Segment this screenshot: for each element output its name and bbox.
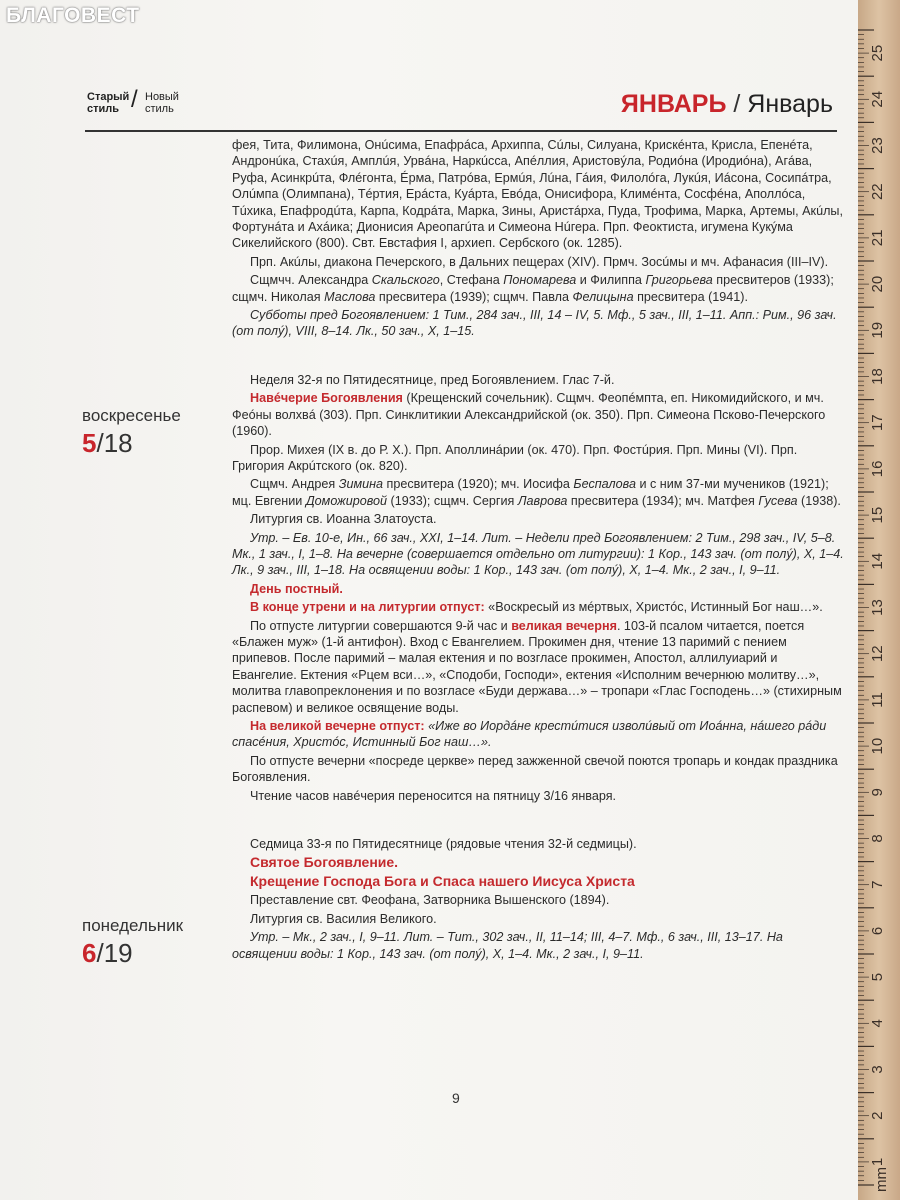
calendar-text (232, 137, 844, 964)
text-run: (1933); сщмч. Сергия (387, 493, 518, 508)
ruler-label: 6 (869, 926, 886, 936)
page-number: 9 (452, 1090, 460, 1106)
month-title-plain: Январь (747, 90, 833, 118)
great-vespers-title: великая вечерня (511, 618, 617, 633)
ruler-label: 16 (869, 460, 886, 478)
weekday-name: понедельник (82, 916, 184, 935)
ruler-label: 13 (869, 599, 886, 616)
surname: Беспалова (573, 477, 636, 492)
text-run: и Филиппа (576, 273, 646, 288)
hieromartyrs (232, 272, 844, 305)
surname: Доможировой (305, 493, 388, 508)
week-heading: Седмица 33-я по Пятидесятнице (рядовые чтения 32-й седмицы). (250, 837, 637, 852)
style-slash: / (131, 86, 138, 113)
repose-note: Преставление свт. Феофана, Затворника Вышенского (1894). (250, 893, 610, 908)
vespers-dismissal (232, 718, 844, 751)
month-title-red: ЯНВАРЬ (620, 90, 727, 118)
text-run: пресвитера (1934); мч. Матфея (567, 493, 759, 508)
weekday-name: воскресенье (82, 406, 181, 425)
old-style-date: /18 (96, 428, 133, 458)
old-style-label: Старый стиль (87, 91, 130, 115)
liturgy-note: Литургия св. Иоанна Златоуста. (250, 512, 437, 527)
text-run: пресвитера (1939); сщмч. Павла (375, 289, 573, 304)
ruler-label: 19 (869, 321, 886, 339)
ruler-label: 22 (869, 183, 886, 201)
dismissal-title: В конце утрени и на литургии отпуст: (250, 600, 485, 615)
eve-of-theophany (232, 390, 844, 439)
ruler-label: 1 (869, 1157, 886, 1167)
surname: Фелицына (572, 289, 634, 304)
new-style-date: 5 (82, 428, 97, 458)
new-style-label: Новый стиль (145, 91, 179, 115)
saints-akila: Прп. Акúлы, диакона Печерского, в Дальних пещерах (XIV). Прмч. Зосúмы и мч. Афанасия (III–IV). (250, 254, 829, 269)
matins-dismissal (232, 599, 844, 615)
text-run: и с ним 37-ми мучеников (1921); мц. Евгении (232, 477, 829, 508)
surname: Григорьева (645, 273, 713, 288)
month-separator: / (726, 90, 748, 118)
measuring-ruler (858, 0, 900, 1200)
text-run: По отпусте литургии совершаются 9-й час и (250, 618, 512, 633)
text-run: (1938). (797, 493, 841, 508)
page-header (85, 86, 845, 128)
ruler-label: 12 (869, 645, 886, 663)
ruler-label: 8 (869, 834, 886, 843)
ruler-label: 23 (869, 137, 886, 154)
feast-title: Святое Богоявление. (250, 854, 399, 871)
old-style-date: /19 (96, 938, 133, 968)
eve-text: (Крещенский сочельник). Сщмч. Феопéмпта, еп. Никомидийского, и мч. Феóны волхвá (303). Прп. Синклитикии Александрийской (ок. 350). Прп. Симеона Псково-Печерского (1960). (232, 391, 826, 439)
text-run: Сщмч. Андрея (250, 477, 339, 492)
ruler-label: 15 (869, 506, 886, 524)
ruler-label: 14 (869, 552, 886, 570)
watermark-logo: БЛАГОВЕСТ (6, 4, 140, 27)
ruler-label: 21 (869, 229, 886, 247)
ruler-label: 18 (869, 368, 886, 385)
ruler-label: 20 (869, 275, 886, 293)
eve-title: Навéчерие Богоявления (250, 391, 403, 406)
surname: Гусева (758, 493, 798, 508)
text-run: . 103-й псалом читается, поется «Блажен муж» (1-й антифон). Вход с Евангелием. Прокимен дня, чтение 13 паримий с пением припевов. После паримий – малая ектения и по возгласе прокимен, Апостол, аллилуиарий и Евангелие. Ектения «Рцем вси…», «Сподоби, Господи», ектения «Исполним вечернюю молитву…», молитва главопреклонения и по возгласе «Буди держава…» – тропари «Глас Господень…» (стихирным распевом) и великое освящение воды. (232, 618, 842, 715)
surname: Зимина (338, 477, 384, 492)
ruler-label: 24 (869, 90, 886, 108)
ruler-label: 9 (869, 788, 886, 797)
troparion-note: По отпусте вечерни «посреде церкве» перед зажженной свечой поются тропарь и кондак праздника Богоявления. (232, 753, 838, 785)
new-style-date: 6 (82, 938, 97, 968)
saturday-readings: Субботы пред Богоявлением: 1 Тим., 284 зач., III, 14 – IV, 5. Мф., 5 зач., III, 1–11. Апп.: Рим., 96 зач. (от полý), VIII, 8–14. Лк., 50 зач., X, 1–15. (232, 308, 837, 339)
fast-day: День постный. (250, 581, 343, 596)
surname: Маслова (324, 289, 376, 304)
hours-note: Чтение часов навéчерия переносится на пятницу 3/16 января. (250, 788, 617, 803)
text-run: пресвитера (1941). (633, 289, 748, 304)
ruler-unit: mm (873, 1167, 890, 1192)
ruler-label: 4 (869, 1019, 887, 1028)
surname: Скальского (371, 273, 440, 288)
ruler-label: 3 (869, 1065, 886, 1074)
surname: Лаврова (517, 493, 568, 508)
text-run: пресвитеров (1933); сщмч. Николая (232, 273, 834, 304)
sunday-readings: Утр. – Ев. 10-е, Ин., 66 зач., XXI, 1–14. Лит. – Недели пред Богоявлением: 2 Тим., 298 зач., IV, 5–8. Мк., 1 зач., I, 1–8. На вечерне (совершается отдельно от литургии): 1 Кор., 143 зач. (от полý), X, 1–4. Лк., 9 зач., III, 1–18. На освящении воды: 1 Кор., 143 зач. (от полý), X, 1–4. Мк., 2 зач., I, 9–11. (232, 530, 844, 578)
prophet-micah: Прор. Михея (IX в. до Р. Х.). Прп. Аполлинáрии (ок. 470). Прп. Фостúрия. Прп. Мины (VI). Прп. Григория Акрúтского (ок. 820). (232, 442, 798, 473)
saints-list: фея, Тита, Филимона, Онúсима, Епафрáса, Архиппа, Сúлы, Силуана, Крискéнта, Крисла, Епенéта, Андронúка, Стахúя, Амплúя, Урвáна, Наркúсса, Апéллия, Аристовýла, Родиóна (Иродиóна), Агáва, Руфа, Асинкрúта, Флéгонта, Éрма, Патрóва, Ермúя, Лúна, Гáия, Филолóга, Лукúя, Иáсона, Сосипáтра, Олúмпа (Олимпана), Тéртия, Ерáста, Куáрта, Евóда, Онисифора, Климéнта, Сосфéна, Аполлóса, Тúхика, Епафродúта, Карпа, Кодрáта, Марка, Зины, Аристáрха, Пуда, Трофима, Марка, Артемы, Акúлы, Фортунáта и Ахáика; Дионисия Ареопагúта и Симеона Нúгера. Прп. Феоктиста, игумена Кукýма Сикелийского (800). Свт. Евстафия I, архиеп. Сербского (ок. 1285). (232, 138, 843, 251)
ruler-label: 25 (869, 44, 886, 62)
month-title (621, 90, 833, 119)
sunday-heading: Неделя 32-я по Пятидесятнице, пред Богоявлением. Глас 7-й. (250, 372, 615, 387)
ruler-scale (858, 0, 900, 1200)
great-vespers (232, 618, 844, 716)
surname: Пономарева (503, 273, 577, 288)
ruler-label: 5 (869, 972, 886, 982)
text-run: , Стефана (439, 273, 504, 288)
new-martyrs (232, 476, 844, 509)
header-divider (85, 130, 837, 132)
ruler-label: 17 (869, 414, 886, 432)
dismissal-title: На великой вечерне отпуст: (250, 719, 425, 733)
ruler-label: 7 (869, 880, 886, 889)
feast-subtitle: Крещение Господа Бога и Спаса нашего Иисуса Христа (250, 873, 635, 890)
day-label-6-19 (82, 916, 183, 969)
feast-readings: Утр. – Мк., 2 зач., I, 9–11. Лит. – Тит., 302 зач., II, 11–14; III, 4–7. Мф., 6 зач., III, 13–17. На освящении воды: 1 Кор., 143 зач. (от полý), X, 1–4. Мк., 2 зач., I, 9–11. (232, 930, 783, 961)
text-run: пресвитера (1920); мч. Иосифа (383, 477, 574, 492)
liturgy-note: Литургия св. Василия Великого. (250, 911, 437, 926)
ruler-label: 2 (869, 1111, 886, 1120)
day-date (82, 938, 183, 969)
day-date (82, 428, 181, 459)
ruler-label: 11 (869, 692, 886, 708)
ruler-label: 10 (869, 737, 886, 755)
dismissal-text: «Воскресый из мéртвых, Христóс, Истинный Бог наш…». (484, 600, 823, 615)
day-label-5-18 (82, 406, 181, 459)
dismissal-text: «Иже во Иордáне крестúтися изволúвый от Иоáнна, нáшего рáди спасéния, Христóс, Истинный Бог наш…». (232, 719, 827, 750)
text-run: Сщмчч. Александра (250, 273, 372, 288)
